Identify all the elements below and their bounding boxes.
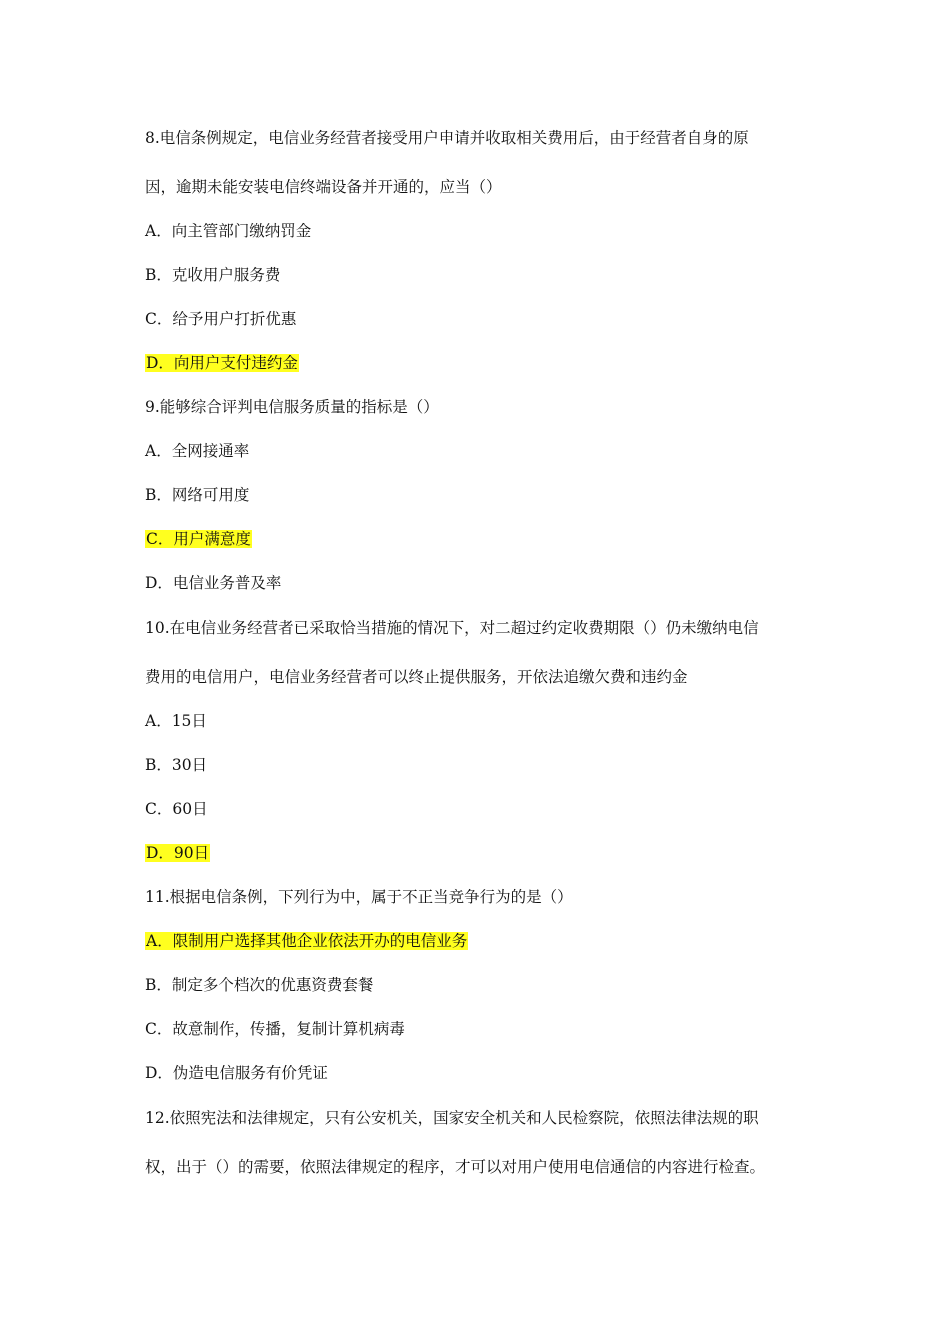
q9-stem: 9.能够综合评判电信服务质量的指标是（） — [145, 398, 439, 416]
q9-answer-line — [145, 528, 252, 550]
q9-option-d: D．电信业务普及率 — [145, 574, 282, 592]
q9-option-c-highlighted: C．用户满意度 — [146, 530, 251, 548]
q11-option-d: D．伪造电信服务有价凭证 — [145, 1064, 328, 1082]
q10-stem-line1: 10.在电信业务经营者已采取恰当措施的情况下，对二超过约定收费期限（）仍未缴纳电信 — [145, 619, 759, 637]
q11-stem: 11.根据电信条例，下列行为中，属于不正当竞争行为的是（） — [145, 888, 573, 906]
q12-stem-line2: 权，出于（）的需要，依照法律规定的程序，才可以对用户使用电信通信的内容进行检查。 — [145, 1158, 766, 1176]
q10-option-c: C．60日 — [145, 800, 208, 818]
q11-option-a-highlighted: A．限制用户选择其他企业依法开办的电信业务 — [146, 932, 468, 950]
q12-stem-line1: 12.依照宪法和法律规定，只有公安机关，国家安全机关和人民检察院，依照法律法规的职 — [145, 1109, 759, 1127]
q11-answer-line — [145, 930, 468, 952]
q8-option-a: A．向主管部门缴纳罚金 — [145, 222, 312, 240]
q8-stem-line2: 因，逾期未能安装电信终端设备并开通的，应当（） — [145, 178, 502, 196]
q10-answer-line — [145, 842, 210, 864]
q8-answer-line — [145, 352, 299, 374]
q8-stem-line1: 8.电信条例规定，电信业务经营者接受用户申请并收取相关费用后，由于经营者自身的原 — [145, 129, 749, 147]
q10-option-d-highlighted: D．90日 — [146, 844, 210, 862]
q10-stem-line2: 费用的电信用户，电信业务经营者可以终止提供服务，开依法追缴欠费和违约金 — [145, 668, 688, 686]
q11-option-b: B．制定多个档次的优惠资费套餐 — [145, 976, 374, 994]
q11-option-c: C．故意制作，传播，复制计算机病毒 — [145, 1020, 405, 1038]
q8-option-d-highlighted: D．向用户支付违约金 — [146, 354, 298, 372]
q10-option-a: A．15日 — [145, 712, 207, 730]
q9-option-b: B．网络可用度 — [145, 486, 250, 504]
q9-option-a: A．全网接通率 — [145, 442, 250, 460]
q8-option-c: C．给予用户打折优惠 — [145, 310, 297, 328]
q10-option-b: B．30日 — [145, 756, 208, 774]
q8-option-b: B．克收用户服务费 — [145, 266, 281, 284]
